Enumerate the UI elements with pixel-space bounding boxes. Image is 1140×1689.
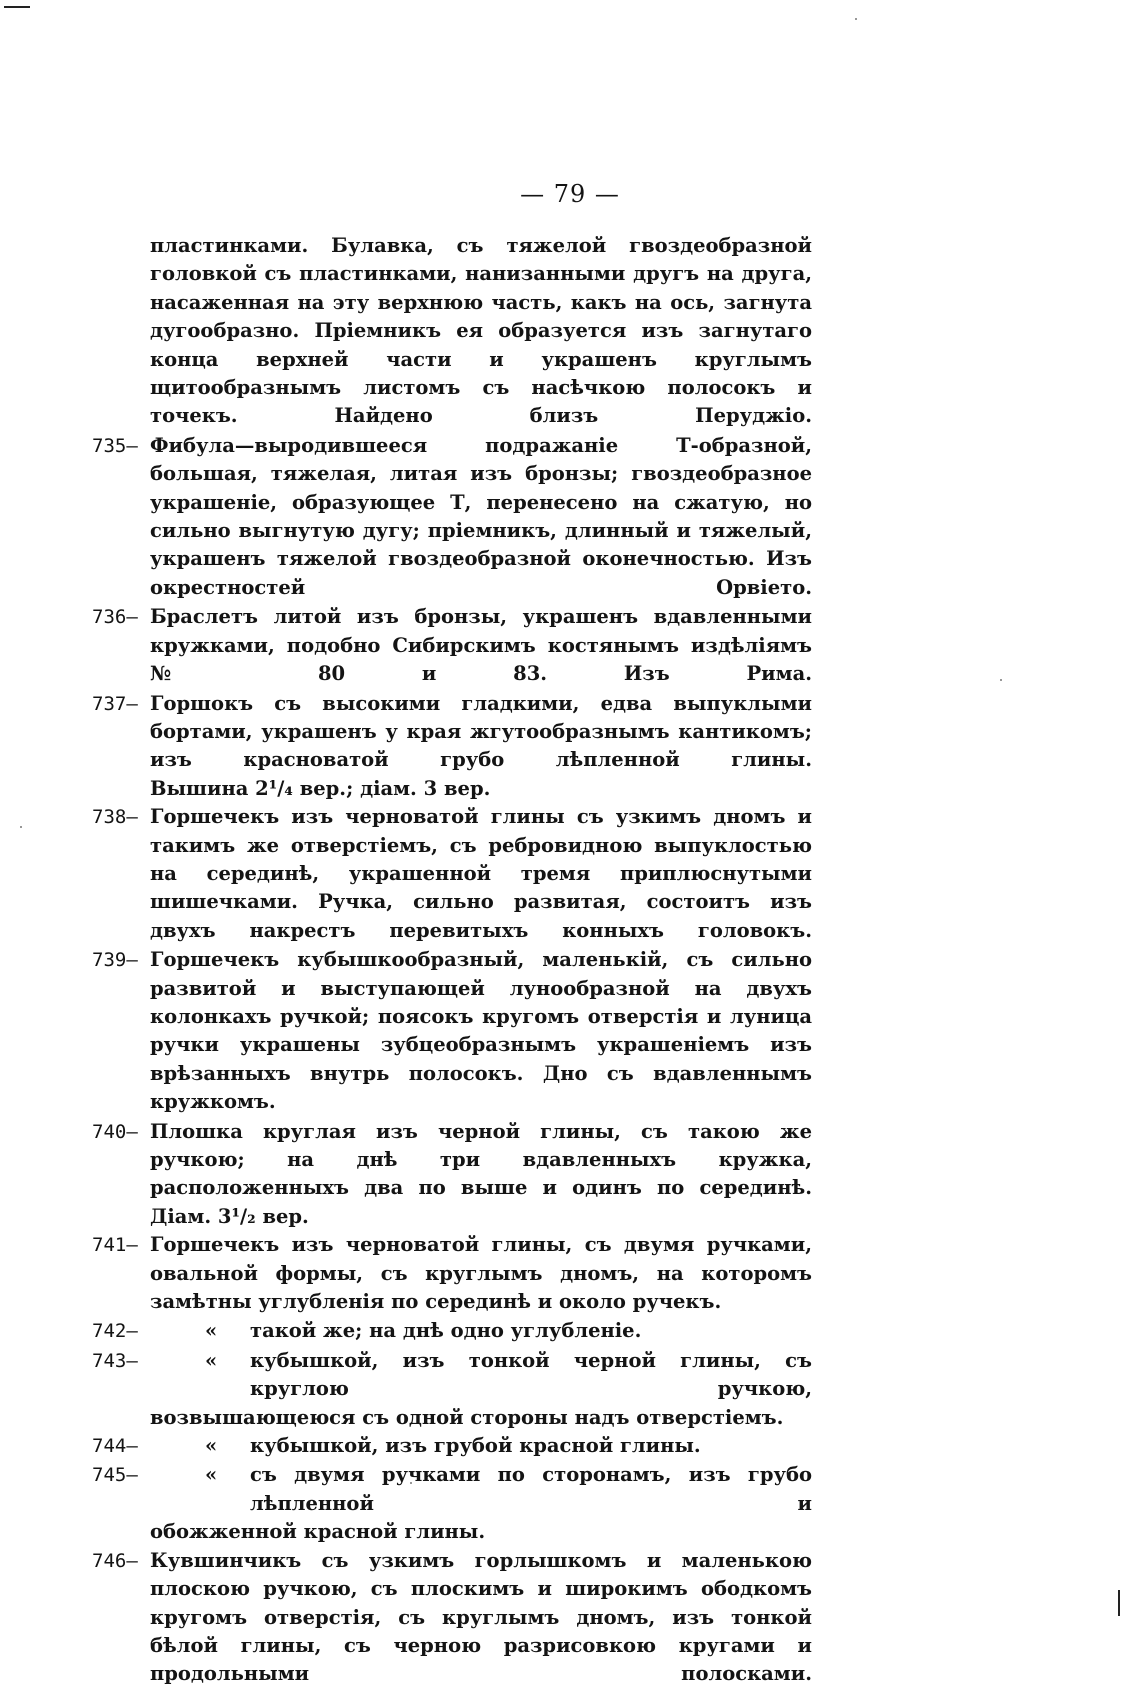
entry-number: 743— <box>92 1349 138 1372</box>
entry-measurements: Вышина 2¹/₄ вер.; діам. 3 вер. <box>150 776 491 800</box>
entry-number: 740— <box>92 1120 138 1143</box>
scan-edge-mark <box>1118 1590 1120 1616</box>
entry-text: Фибула—выродившееся подражаніе Т-образной, большая, тяжелая, литая изъ бронзы; гвоздеобразное украшеніе, образующее Т, перенесено на сжатую, но сильно выгнутую дугу; пріемникъ, длинный и тяжелый, украшенъ тяжелой гвоздеобразной оконечностью. Изъ окрестностей Орвіето. <box>150 433 812 599</box>
entry-continuation: обожженной красной глины. <box>150 1520 486 1544</box>
scan-corner-mark <box>4 6 30 8</box>
entry-number: 739— <box>92 949 138 972</box>
ditto-mark: « <box>205 1463 218 1487</box>
entry-text: Браслетъ литой изъ бронзы, украшенъ вдавленными кружками, подобно Сибирскимъ костянымъ издѣліямъ № 80 и 83. Изъ Рима. <box>150 605 812 686</box>
catalog-entry-744 <box>92 1432 812 1460</box>
catalog-entry-735 <box>92 432 812 602</box>
continuation-paragraph: пластинками. Булавка, съ тяжелой гвоздеобразной головкой съ пластинками, нанизанными другъ на друга, насаженная на эту верхнюю часть, какъ на ось, загнута дугообразно. Пріемникъ ея образуется изъ загнутаго конца верхней части и украшенъ круглымъ щитообразнымъ листомъ съ насѣчкою полосокъ и точекъ. Найдено близъ Перуджіо. <box>150 234 812 428</box>
entry-text: кубышкой, изъ грубой красной глины. <box>250 1434 701 1458</box>
entry-text: Горшечекъ изъ черноватой глины, съ двумя ручками, овальной формы, съ круглымъ дномъ, на которомъ замѣтны углубленія по серединѣ и около ручекъ. <box>150 1233 812 1314</box>
ditto-mark: « <box>205 1348 218 1372</box>
entry-text: Горшечекъ изъ черноватой глины съ узкимъ дномъ и такимъ же отверстіемъ, съ ребровидною выпуклостью на серединѣ, украшенной тремя приплюснутыми шишечками. Ручка, сильно развитая, состоитъ изъ двухъ накрестъ перевитыхъ конныхъ головокъ. <box>150 805 812 942</box>
catalog-entry-739 <box>92 946 812 1116</box>
entry-number: 741— <box>92 1234 138 1257</box>
catalog-entry-742 <box>92 1317 812 1345</box>
entry-number: 746— <box>92 1549 138 1572</box>
entry-number: 744— <box>92 1435 138 1458</box>
ditto-mark: « <box>205 1319 218 1343</box>
entry-number: 742— <box>92 1320 138 1343</box>
entry-number: 736— <box>92 606 138 629</box>
entry-measurements: Діам. 3¹/₂ вер. <box>150 1204 309 1228</box>
catalog-entry-743 <box>92 1347 812 1404</box>
catalog-text <box>92 232 812 1689</box>
entry-number: 737— <box>92 692 138 715</box>
ditto-mark: « <box>205 1434 218 1458</box>
scan-speck <box>855 18 857 20</box>
entry-number: 735— <box>92 434 138 457</box>
entry-text: Плошка круглая изъ черной глины, съ такою же ручкою; на днѣ три вдавленныхъ кружка, расположенныхъ два по выше и одинъ по серединѣ. <box>150 1119 812 1200</box>
catalog-entry-736 <box>92 603 812 688</box>
entry-continuation: возвышающеюся съ одной стороны надъ отверстіемъ. <box>150 1405 784 1429</box>
catalog-entry-738 <box>92 803 812 945</box>
entry-text: Горшокъ съ высокими гладкими, едва выпуклыми бортами, украшенъ у края жгутообразнымъ кантикомъ; изъ красноватой грубо лѣпленной глины. <box>150 691 812 772</box>
entry-text: такой же; на днѣ одно углубленіе. <box>250 1319 642 1343</box>
page-number: — 79 — <box>520 180 620 208</box>
scan-speck <box>20 826 22 828</box>
entry-text: Кувшинчикъ съ узкимъ горлышкомъ и маленькою плоскою ручкою, съ плоскимъ и широкимъ ободкомъ кругомъ отверстія, съ круглымъ дномъ, изъ тонкой бѣлой глины, съ черною разрисовкою кругами и продольными полосками. <box>150 1548 812 1686</box>
entry-number: 745— <box>92 1464 138 1487</box>
scan-speck <box>1000 679 1002 681</box>
entry-text: Горшечекъ кубышкообразный, маленькій, съ сильно развитой и выступающей лунообразной на двухъ колонкахъ ручкой; поясокъ кругомъ отверстія и луница ручки украшены зубцеобразнымъ украшеніемъ изъ врѣзанныхъ внутрь полосокъ. Дно съ вдавленнымъ кружкомъ. <box>150 948 812 1114</box>
catalog-entry-746 <box>92 1547 812 1689</box>
catalog-entry-740 <box>92 1118 812 1203</box>
catalog-entry-741 <box>92 1231 812 1316</box>
entry-number: 738— <box>92 806 138 829</box>
catalog-entry-745 <box>92 1461 812 1518</box>
catalog-entry-737 <box>92 690 812 775</box>
entry-text: кубышкой, изъ тонкой черной глины, съ круглою ручкою, <box>250 1348 812 1401</box>
entry-text: съ двумя ручками по сторонамъ, изъ грубо лѣпленной и <box>250 1463 812 1515</box>
